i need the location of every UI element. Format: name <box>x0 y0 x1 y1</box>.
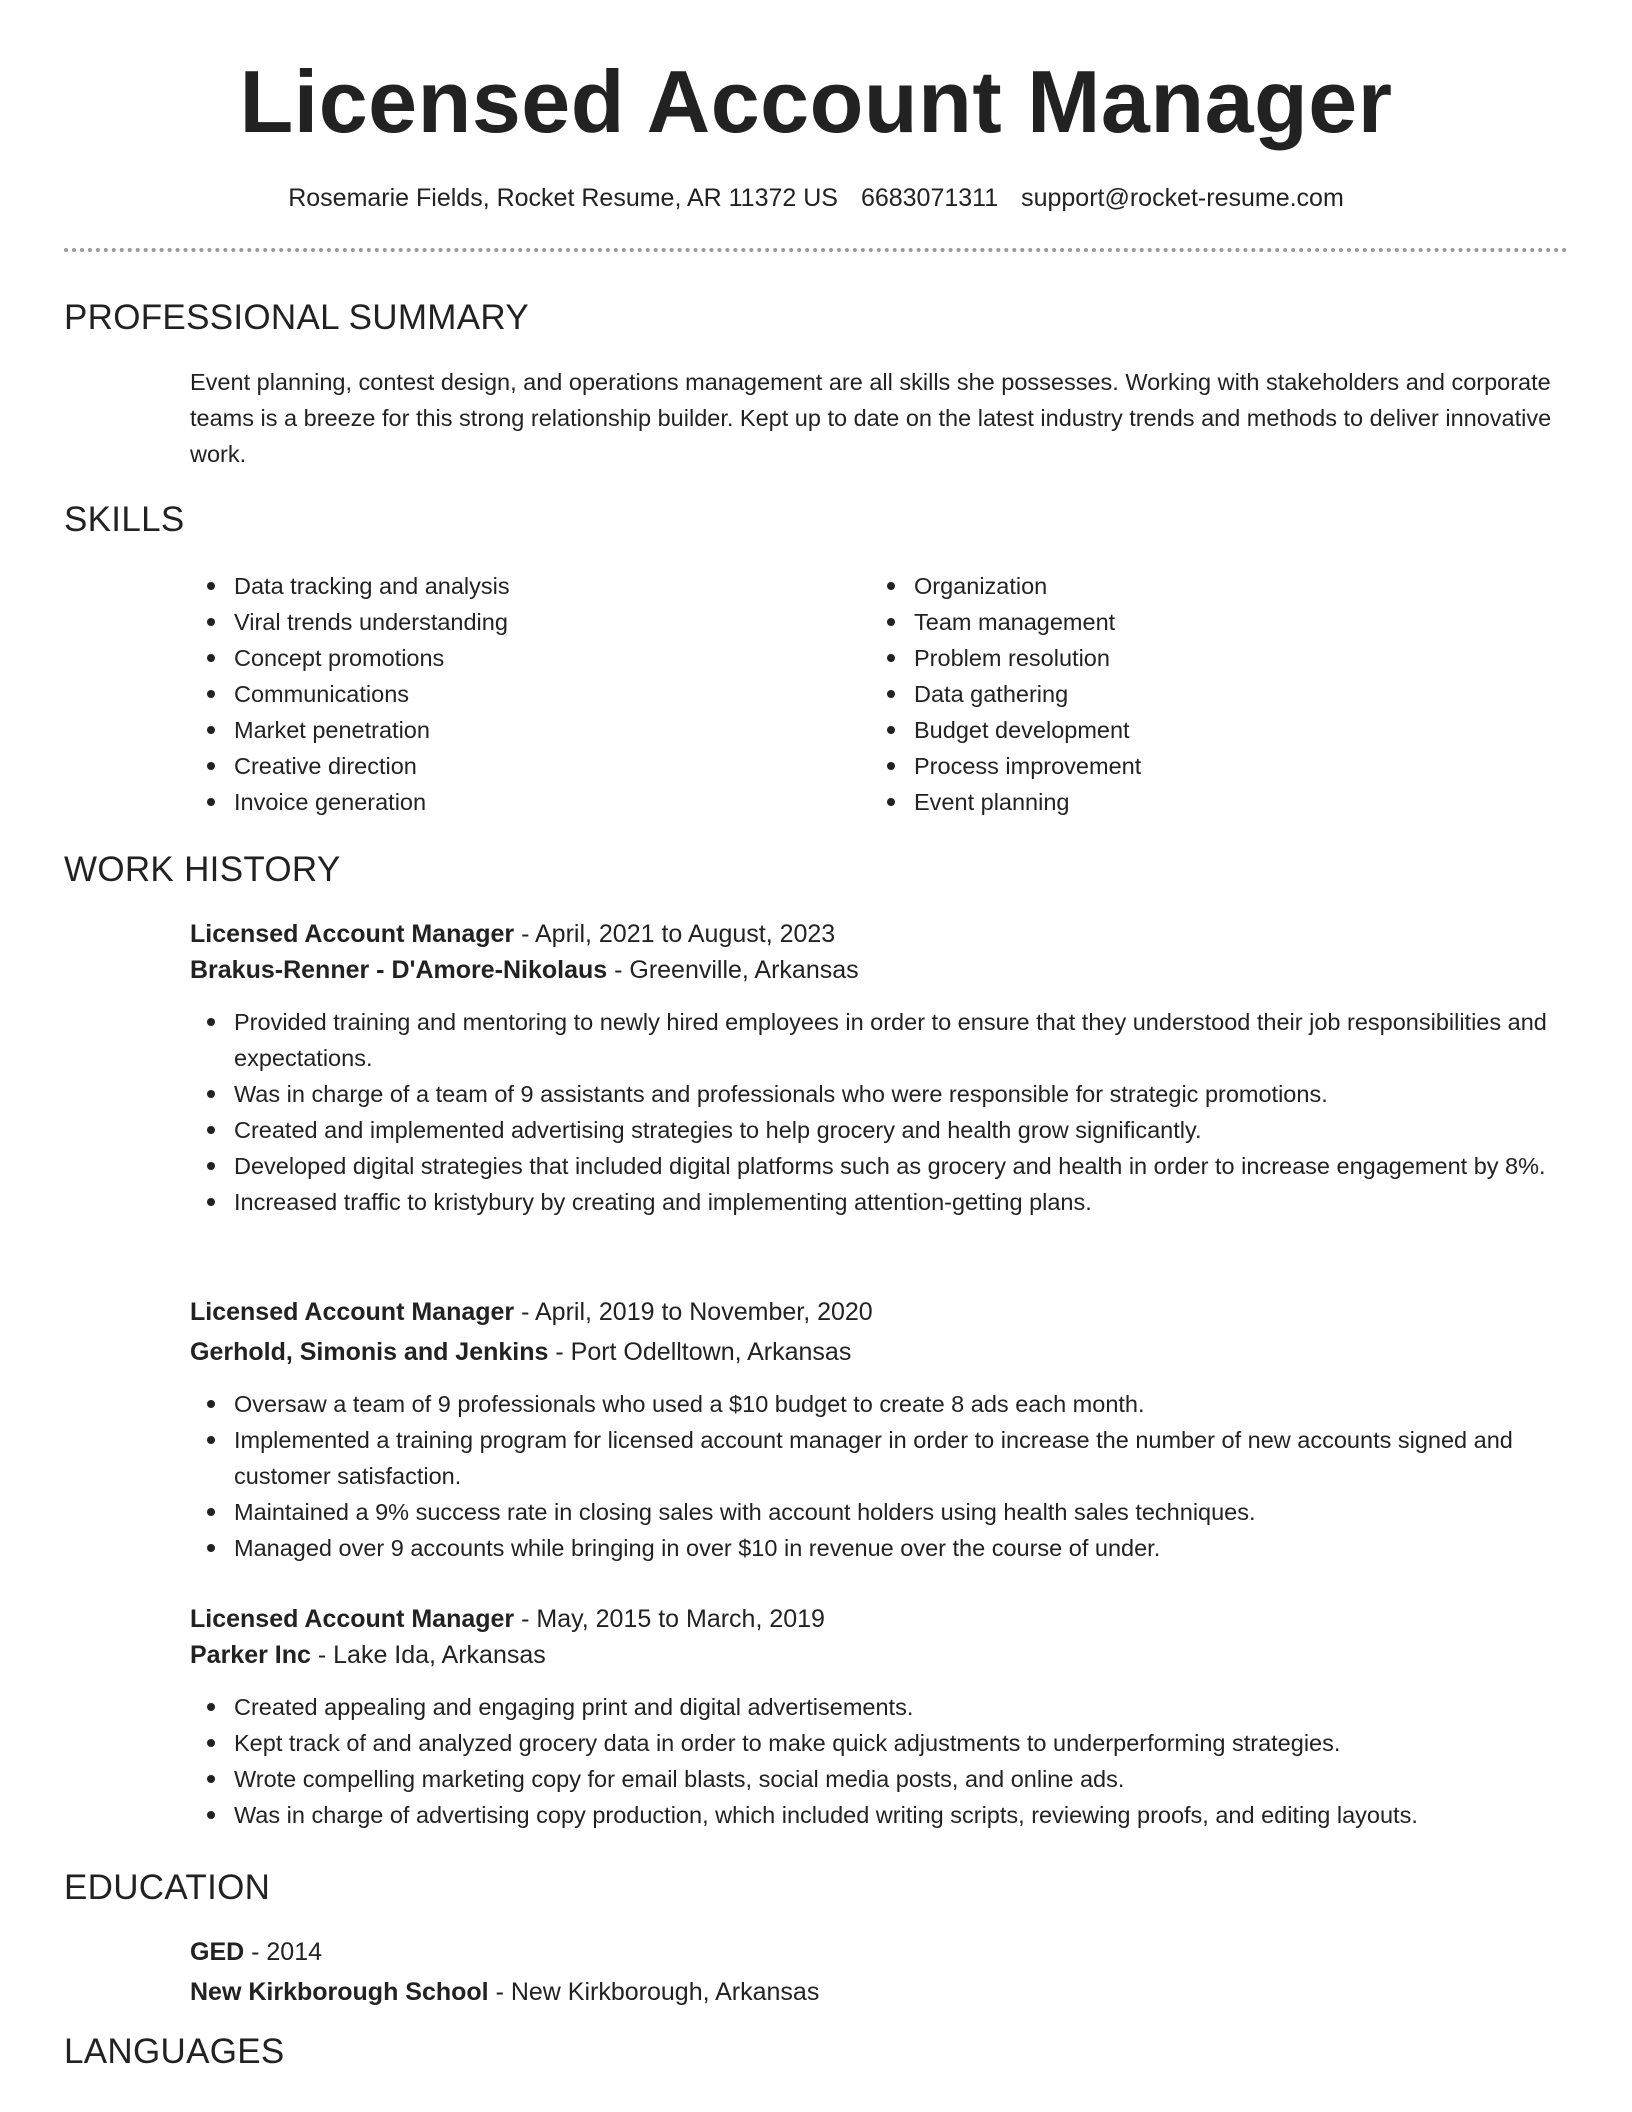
skill-item: Communications <box>234 676 510 712</box>
contact-line <box>0 180 1632 216</box>
skill-item: Invoice generation <box>234 784 510 820</box>
job-entry <box>190 1601 1570 1833</box>
job-bullet: Developed digital strategies that included digital platforms such as grocery and health in order to increase engagement by 8%. <box>234 1148 1570 1184</box>
job-bullet: Was in charge of a team of 9 assistants and professionals who were responsible for strategic promotions. <box>234 1076 1570 1112</box>
job-location: - Port Odelltown, Arkansas <box>548 1338 852 1366</box>
education-location: - New Kirkborough, Arkansas <box>488 1978 820 2006</box>
job-bullets <box>190 1004 1570 1220</box>
contact-phone: 6683071311 <box>860 184 999 212</box>
skill-item: Data gathering <box>914 676 1141 712</box>
job-title-line <box>190 1294 1570 1330</box>
job-bullet: Kept track of and analyzed grocery data in order to make quick adjustments to underperforming strategies. <box>234 1725 1570 1761</box>
skill-item: Budget development <box>914 712 1141 748</box>
education-heading: EDUCATION <box>64 1868 271 1907</box>
skill-item: Process improvement <box>914 748 1141 784</box>
job-bullet: Increased traffic to kristybury by creating and implementing attention-getting plans. <box>234 1184 1570 1220</box>
job-dates: - May, 2015 to March, 2019 <box>514 1605 825 1633</box>
skills-heading: SKILLS <box>64 500 185 539</box>
skill-item: Team management <box>914 604 1141 640</box>
job-bullet: Created and implemented advertising strategies to help grocery and health grow significantly. <box>234 1112 1570 1148</box>
skill-item: Event planning <box>914 784 1141 820</box>
job-title: Licensed Account Manager <box>190 920 515 948</box>
job-bullet: Maintained a 9% success rate in closing sales with account holders using health sales techniques. <box>234 1494 1570 1530</box>
job-company: Brakus-Renner - D'Amore-Nikolaus <box>190 956 608 984</box>
education-school-line <box>190 1974 1570 2010</box>
skill-item: Data tracking and analysis <box>234 568 510 604</box>
skill-item: Creative direction <box>234 748 510 784</box>
job-entry <box>190 1294 1570 1566</box>
job-bullet: Managed over 9 accounts while bringing in over $10 in revenue over the course of under. <box>234 1530 1570 1566</box>
summary-text: Event planning, contest design, and operations management are all skills she possesses. Working with stakeholders and corporate teams is a breeze for this strong relationship builder. Kept up to date on the latest industry trends and methods to deliver innovative work. <box>190 369 1552 467</box>
skill-item: Concept promotions <box>234 640 510 676</box>
header-divider <box>64 248 1568 252</box>
job-bullet: Was in charge of advertising copy production, which included writing scripts, reviewing proofs, and editing layouts. <box>234 1797 1570 1833</box>
job-location: - Lake Ida, Arkansas <box>310 1641 546 1669</box>
job-bullet: Implemented a training program for licensed account manager in order to increase the number of new accounts signed and customer satisfaction. <box>234 1422 1570 1494</box>
education-entry <box>190 1934 1570 2010</box>
skill-item: Market penetration <box>234 712 510 748</box>
job-bullet: Wrote compelling marketing copy for email blasts, social media posts, and online ads. <box>234 1761 1570 1797</box>
job-company-line <box>190 1334 1570 1370</box>
job-bullet: Created appealing and engaging print and digital advertisements. <box>234 1689 1570 1725</box>
job-entry <box>190 916 1570 1220</box>
skill-item: Organization <box>914 568 1141 604</box>
job-location: - Greenville, Arkansas <box>607 956 859 984</box>
contact-address: Rosemarie Fields, Rocket Resume, AR 11372 US <box>288 184 838 212</box>
work-history-heading: WORK HISTORY <box>64 850 341 889</box>
job-bullet: Oversaw a team of 9 professionals who used a $10 budget to create 8 ads each month. <box>234 1386 1570 1422</box>
skills-list-left <box>190 568 510 820</box>
education-degree: GED <box>190 1938 245 1966</box>
job-title: Licensed Account Manager <box>190 1605 515 1633</box>
job-bullets <box>190 1689 1570 1833</box>
skill-item: Viral trends understanding <box>234 604 510 640</box>
education-degree-line <box>190 1934 1570 1970</box>
job-company-line <box>190 1637 1570 1673</box>
job-title: Licensed Account Manager <box>190 1298 515 1326</box>
education-school: New Kirkborough School <box>190 1978 489 2006</box>
job-title-line <box>190 1601 1570 1637</box>
job-bullets <box>190 1386 1570 1566</box>
summary-heading: PROFESSIONAL SUMMARY <box>64 298 529 337</box>
contact-email: support@rocket-resume.com <box>1021 184 1344 212</box>
resume-title: Licensed Account Manager <box>239 52 1393 151</box>
job-dates: - April, 2019 to November, 2020 <box>514 1298 873 1326</box>
job-company-line <box>190 952 1570 988</box>
skill-item: Problem resolution <box>914 640 1141 676</box>
skills-list-right <box>870 568 1141 820</box>
job-company: Gerhold, Simonis and Jenkins <box>190 1338 549 1366</box>
job-company: Parker Inc <box>190 1641 311 1669</box>
languages-heading: LANGUAGES <box>64 2032 285 2071</box>
job-bullet: Provided training and mentoring to newly hired employees in order to ensure that they understood their job responsibilities and expectations. <box>234 1004 1570 1076</box>
education-year: - 2014 <box>244 1938 323 1966</box>
job-title-line <box>190 916 1570 952</box>
job-dates: - April, 2021 to August, 2023 <box>514 920 836 948</box>
